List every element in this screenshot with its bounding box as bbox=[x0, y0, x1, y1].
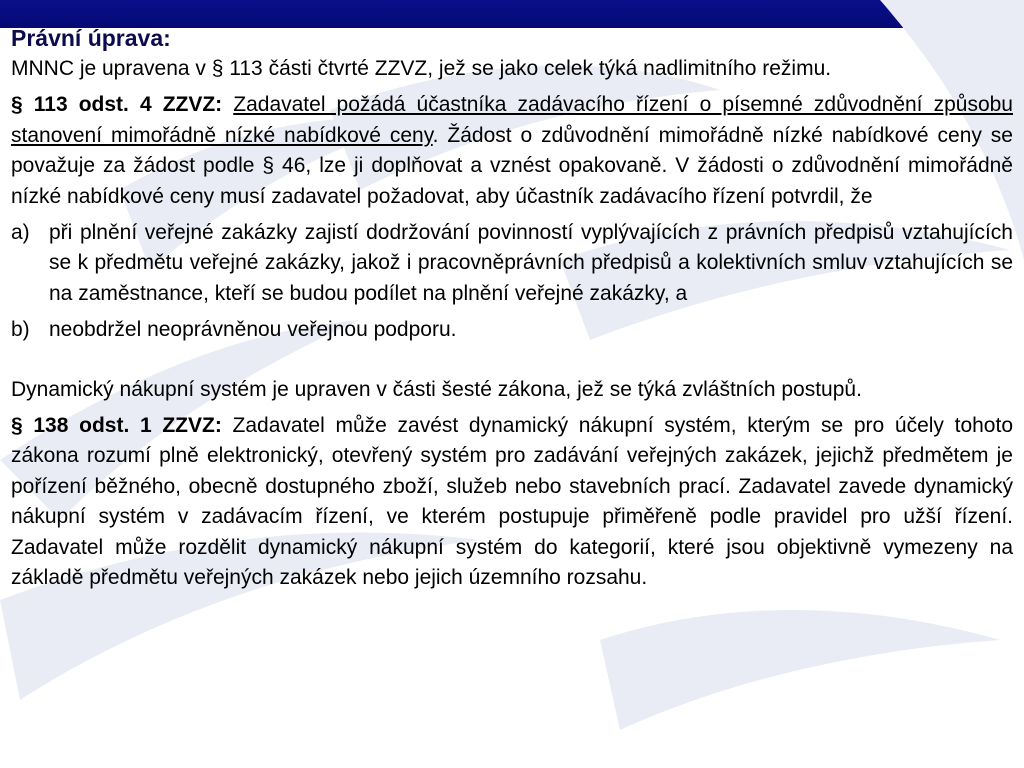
section-113-paragraph bbox=[11, 90, 1013, 212]
section-113-text: . Žádost o zdůvodnění mimořádně nízké nabídkové ceny se považuje za žádost podle § 46, lze ji doplňovat a vznést opakovaně. V žádosti o zdůvodnění mimořádně nízké nabídkové ceny musí zadavatel požadovat, aby účastník zadávacího řízení potvrdil, že bbox=[11, 123, 1013, 208]
page-title: Právní úprava: bbox=[11, 25, 171, 51]
list-item-text: při plnění veřejné zakázky zajistí dodržování povinností vyplývajících z právních předpisů vztahujících se k předmětu veřejné zakázky, jakož i pracovněprávních předpisů a kolektivních smluv vztahujících se na zaměstnance, kteří se budou podílet na plnění veřejné zakázky, a bbox=[49, 221, 1013, 305]
list-item bbox=[11, 315, 1013, 345]
list-item-text: neobdržel neoprávněnou veřejnou podporu. bbox=[49, 318, 457, 342]
section-138-text: Zadavatel může zavést dynamický nákupní systém, kterým se pro účely tohoto zákona rozumí plně elektronický, otevřený systém pro zadávání veřejných zakázek, jejichž předmětem je pořízení běžného, obecně dostupného zboží, služeb nebo stavebních prací. Zadavatel zavede dynamický nákupní systém v zadávacím řízení, ve kterém postupuje přiměřeně podle pravidel pro užší řízení. Zadavatel může rozdělit dynamický nákupní systém do kategorií, které jsou objektivně vymezeny na základě předmětu veřejných zakázek nebo jejich územního rozsahu. bbox=[11, 414, 1013, 590]
section-113-underlined-text: Zadavatel požádá účastníka zadávacího řízení o písemné zdůvodnění způsobu stanovení mimořádně nízké nabídkové ceny bbox=[11, 93, 1013, 147]
intro-paragraph: MNNC je upravena v § 113 části čtvrté ZZVZ, jež se jako celek týká nadlimitního režimu. bbox=[11, 57, 832, 80]
section-138-paragraph bbox=[11, 411, 1013, 593]
dns-intro-paragraph: Dynamický nákupní systém je upraven v části šesté zákona, jež se týká zvláštních postupů. bbox=[11, 377, 862, 401]
slide-content bbox=[11, 22, 1013, 594]
list-item bbox=[11, 218, 1013, 309]
list-marker: a) bbox=[11, 221, 30, 245]
list-marker: b) bbox=[11, 318, 30, 342]
section-113-reference: § 113 odst. 4 ZZVZ: bbox=[11, 93, 223, 117]
section-138-reference: § 138 odst. 1 ZZVZ: bbox=[11, 414, 222, 438]
